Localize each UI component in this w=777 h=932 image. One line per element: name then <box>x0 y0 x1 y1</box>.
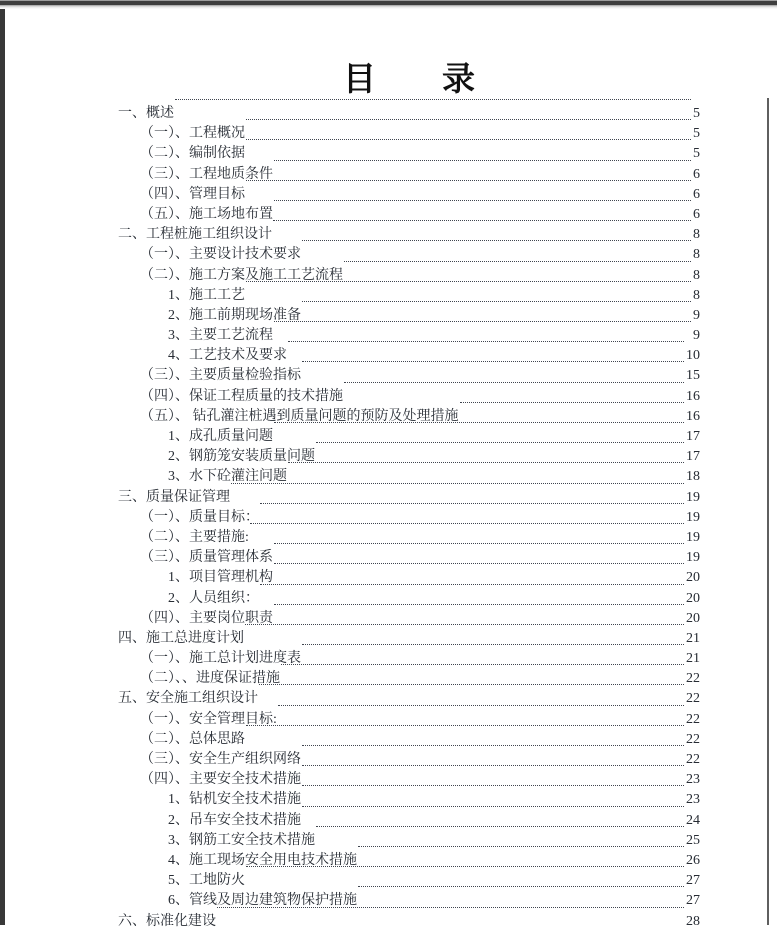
toc-page-number: 6 <box>693 186 700 202</box>
toc-entry-label[interactable]: 四、施工总进度计划 <box>118 630 244 646</box>
toc-page-number: 16 <box>686 408 700 424</box>
toc-entry-label[interactable]: （二）、施工方案及施工工艺流程 <box>140 267 343 283</box>
toc-entry-label[interactable]: 2、施工前期现场准备 <box>168 307 301 323</box>
toc-entry-label[interactable]: 二、工程桩施工组织设计 <box>118 227 272 243</box>
toc-entry[interactable] <box>118 366 700 386</box>
toc-list <box>118 104 700 932</box>
toc-page-number: 23 <box>686 792 700 808</box>
toc-entry[interactable] <box>118 124 700 144</box>
toc-entry-label[interactable]: （三）、安全生产组织网络 <box>140 752 301 767</box>
toc-entry[interactable] <box>118 488 700 508</box>
toc-entry-label[interactable]: 3、钢筋工安全技术措施 <box>168 832 315 848</box>
toc-entry[interactable] <box>118 831 700 851</box>
toc-entry-label[interactable]: 6、管线及周边建筑物保护措施 <box>168 893 357 909</box>
toc-entry[interactable] <box>118 245 700 265</box>
toc-entry[interactable] <box>118 165 700 185</box>
toc-entry-label[interactable]: （四）、保证工程质量的技术措施 <box>140 388 343 404</box>
toc-page-number: 28 <box>686 913 700 929</box>
toc-page-number: 5 <box>693 126 700 142</box>
toc-entry-label[interactable]: 三、质量保证管理 <box>118 489 230 505</box>
toc-page-number: 25 <box>686 832 700 848</box>
toc-page-number: 20 <box>686 570 700 586</box>
toc-entry[interactable] <box>118 286 700 306</box>
toc-entry[interactable] <box>118 790 700 810</box>
toc-entry[interactable] <box>118 649 700 669</box>
toc-entry[interactable] <box>118 851 700 871</box>
toc-page-number: 24 <box>686 812 700 828</box>
toc-entry-label[interactable]: （五）、 钻孔灌注桩遇到质量问题的预防及处理措施 <box>140 408 459 424</box>
toc-entry-label[interactable]: （二）、编制依据 <box>140 146 245 162</box>
toc-entry[interactable] <box>118 346 700 366</box>
toc-page-number: 20 <box>686 610 700 626</box>
toc-entry[interactable] <box>118 104 700 124</box>
window-left-border <box>0 0 5 925</box>
toc-entry[interactable] <box>118 266 700 286</box>
toc-page-number: 27 <box>686 873 700 889</box>
toc-page-number: 9 <box>693 307 700 323</box>
toc-entry-label[interactable]: （一）、工程概况 <box>140 126 245 142</box>
window-top-border <box>0 0 777 9</box>
toc-page-number: 5 <box>693 106 700 121</box>
toc-entry-label[interactable]: 4、工艺技术及要求 <box>168 348 287 364</box>
toc-page-number: 6 <box>693 166 700 182</box>
toc-entry-label[interactable]: 4、施工现场安全用电技术措施 <box>168 852 357 868</box>
toc-entry[interactable] <box>118 891 700 911</box>
toc-entry[interactable] <box>118 689 700 709</box>
toc-page-number: 21 <box>686 651 700 667</box>
toc-page-number: 21 <box>686 630 700 646</box>
toc-entry[interactable] <box>118 548 700 568</box>
toc-page-number: 26 <box>686 852 700 868</box>
document-title: 目 录 <box>343 62 475 98</box>
toc-page-number: 5 <box>693 146 700 162</box>
toc-entry-label[interactable]: 1、项目管理机构 <box>168 570 273 586</box>
toc-entry[interactable] <box>118 205 700 225</box>
toc-page-number: 22 <box>686 711 700 727</box>
toc-entry-label[interactable]: （二）、总体思路 <box>140 731 245 747</box>
toc-page-number: 19 <box>686 529 700 545</box>
toc-entry[interactable] <box>118 710 700 730</box>
toc-entry[interactable] <box>118 185 700 205</box>
toc-entry-label[interactable]: 六、标准化建设 <box>118 913 216 929</box>
toc-entry[interactable] <box>118 568 700 588</box>
toc-page-number: 9 <box>693 328 700 344</box>
toc-entry-label[interactable]: （四）、主要安全技术措施 <box>140 772 301 788</box>
toc-entry-label[interactable]: 2、钢筋笼安装质量问题 <box>168 449 315 465</box>
toc-page-number: 22 <box>686 691 700 707</box>
toc-entry-label[interactable]: （三）、主要质量检验指标 <box>140 368 301 384</box>
toc-entry[interactable] <box>118 225 700 245</box>
toc-entry-label[interactable]: （一）、质量目标： <box>140 509 259 525</box>
toc-page-number: 22 <box>686 731 700 747</box>
toc-entry-label[interactable]: （二）、主要措施: <box>140 529 249 545</box>
toc-entry[interactable] <box>118 750 700 770</box>
toc-entry[interactable] <box>118 609 700 629</box>
toc-entry-label[interactable]: 2、人员组织： <box>168 590 259 606</box>
toc-entry[interactable] <box>118 387 700 407</box>
toc-page-number: 8 <box>693 267 700 283</box>
toc-entry[interactable] <box>118 871 700 891</box>
toc-page <box>118 60 700 932</box>
toc-entry[interactable] <box>118 528 700 548</box>
toc-page-number: 19 <box>686 509 700 525</box>
toc-entry-label[interactable]: 5、工地防火 <box>168 873 245 889</box>
toc-entry[interactable] <box>118 912 700 932</box>
toc-entry[interactable] <box>118 427 700 447</box>
toc-page-number: 15 <box>686 368 700 384</box>
toc-entry-label[interactable]: 1、钻机安全技术措施 <box>168 792 301 808</box>
toc-page-number: 22 <box>686 752 700 767</box>
toc-entry[interactable] <box>118 144 700 164</box>
toc-entry-label[interactable]: （一）、施工总计划进度表 <box>140 651 301 667</box>
toc-page-number: 16 <box>686 388 700 404</box>
toc-entry-label[interactable]: （二）、、进度保证措施 <box>140 671 280 687</box>
toc-page-number: 8 <box>693 227 700 243</box>
toc-entry[interactable] <box>118 508 700 528</box>
toc-page-number: 19 <box>686 489 700 505</box>
toc-entry-label[interactable]: （四）、管理目标 <box>140 186 245 202</box>
toc-entry-label[interactable]: 五、安全施工组织设计 <box>118 691 258 707</box>
toc-entry[interactable] <box>118 306 700 326</box>
toc-page-number: 20 <box>686 590 700 606</box>
toc-entry[interactable] <box>118 326 700 346</box>
toc-page-number: 8 <box>693 247 700 263</box>
toc-entry[interactable] <box>118 811 700 831</box>
toc-entry[interactable] <box>118 629 700 649</box>
toc-entry-label[interactable]: 3、主要工艺流程 <box>168 328 273 344</box>
page-right-border <box>767 98 769 925</box>
toc-page-number: 22 <box>686 671 700 687</box>
toc-entry-label[interactable]: 2、吊车安全技术措施 <box>168 812 301 828</box>
toc-page-number: 19 <box>686 550 700 566</box>
toc-page-number: 27 <box>686 893 700 909</box>
toc-page-number: 17 <box>686 429 700 444</box>
toc-page-number: 23 <box>686 772 700 788</box>
toc-entry-label[interactable]: （一）、主要设计技术要求 <box>140 247 301 263</box>
toc-entry-label[interactable]: 一、概述 <box>118 106 174 121</box>
toc-page-number: 17 <box>686 449 700 465</box>
toc-entry-label[interactable]: （三）、工程地质条件 <box>140 166 273 182</box>
toc-entry[interactable] <box>118 730 700 750</box>
toc-entry[interactable] <box>118 589 700 609</box>
toc-entry-label[interactable]: （一）、安全管理目标: <box>140 711 277 727</box>
toc-page-number: 18 <box>686 469 700 485</box>
toc-entry[interactable] <box>118 770 700 790</box>
toc-entry-label[interactable]: 3、水下砼灌注问题 <box>168 469 287 485</box>
toc-entry-label[interactable]: 1、施工工艺 <box>168 287 245 303</box>
toc-entry-label[interactable]: （四）、主要岗位职责 <box>140 610 273 626</box>
toc-page-number: 6 <box>693 206 700 222</box>
toc-entry[interactable] <box>118 407 700 427</box>
toc-entry-label[interactable]: 1、成孔质量问题 <box>168 429 273 444</box>
toc-entry[interactable] <box>118 447 700 467</box>
toc-page-number: 8 <box>693 287 700 303</box>
toc-entry-label[interactable]: （三）、质量管理体系 <box>140 550 273 566</box>
toc-entry-label[interactable]: （五）、施工场地布置 <box>140 206 273 222</box>
toc-entry[interactable] <box>118 467 700 487</box>
toc-page-number: 10 <box>686 348 700 364</box>
toc-entry[interactable] <box>118 669 700 689</box>
